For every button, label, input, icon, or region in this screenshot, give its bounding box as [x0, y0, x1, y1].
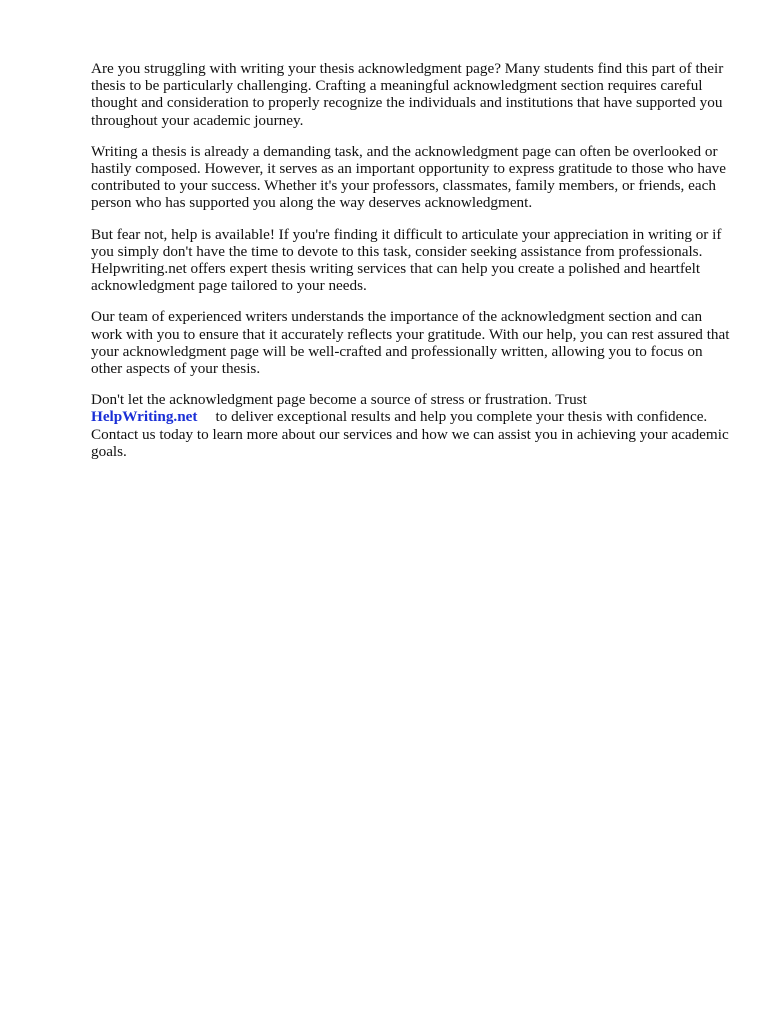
- paragraph-importance: Writing a thesis is already a demanding task, and the acknowledgment page can often be overlooked or hastily composed. However, it serves as an important opportunity to express gratitude to those who have contributed to your success. Whether it's your professors, classmates, family members, or friends, each person who has supported you along the way deserves acknowledgment.: [91, 142, 727, 212]
- document-body: [91, 60, 731, 474]
- closing-text-after-link: to deliver exceptional results and help you complete your thesis with confidence. Contact us today to learn more about our services and how we can assist you in achieving your academic goals.: [91, 408, 729, 460]
- paragraph-help-available: But fear not, help is available! If you're finding it difficult to articulate your appreciation in writing or if you simply don't have the time to devote to this task, consider seeking assistance from professionals. Helpwriting.net offers expert thesis writing services that can help you create a polished and heartfelt acknowledgment page tailored to your needs.: [91, 225, 722, 295]
- paragraph-team: Our team of experienced writers understands the importance of the acknowledgment section and can work with you to ensure that it accurately reflects your gratitude. With our help, you can rest assured that your acknowledgment page will be well-crafted and professionally written, allowing you to focus on other aspects of your thesis.: [91, 308, 730, 378]
- helpwriting-link[interactable]: HelpWriting.net: [91, 408, 198, 426]
- paragraph-closing: [91, 391, 731, 460]
- paragraph-intro: Are you struggling with writing your thesis acknowledgment page? Many students find this part of their thesis to be particularly challenging. Crafting a meaningful acknowledgment section requires careful thought and consideration to properly recognize the individuals and institutions that have supported you throughout your academic journey.: [91, 60, 724, 129]
- closing-text-before-link: Don't let the acknowledgment page become a source of stress or frustration. Trust: [91, 391, 587, 409]
